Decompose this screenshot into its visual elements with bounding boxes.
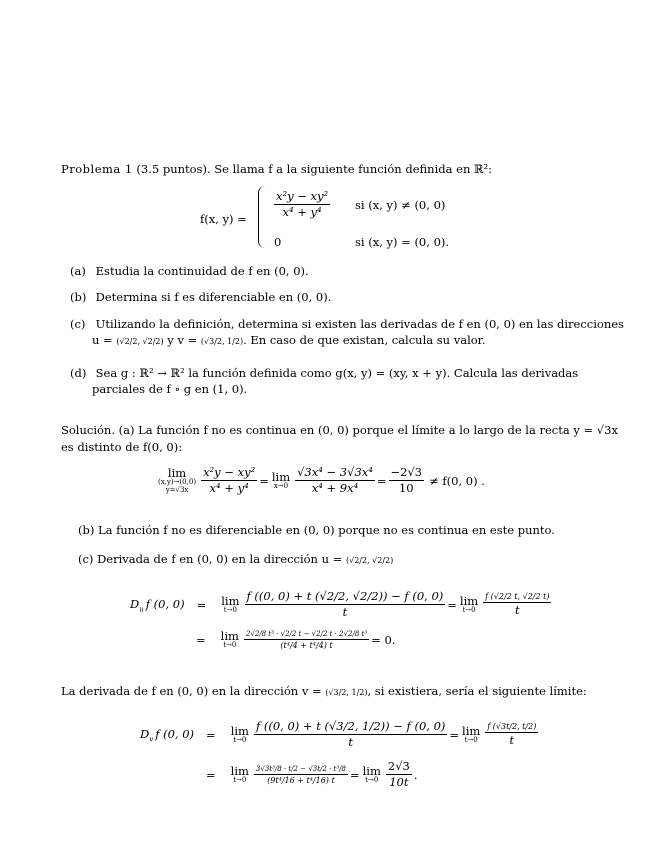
item-c-v-label: y v = bbox=[167, 333, 198, 347]
item-c-label: (c) bbox=[70, 317, 86, 331]
v-intro-b: , si existiera, sería el siguiente límite: bbox=[367, 684, 587, 698]
lim-a: lim bbox=[167, 466, 187, 481]
dv-d: D bbox=[140, 726, 150, 741]
case1-condition: si (x, y) ≠ (0, 0) bbox=[355, 198, 446, 212]
solution-a-line1 bbox=[61, 423, 618, 437]
dv-lim1: lim bbox=[230, 724, 249, 739]
item-c-u-label: u = bbox=[92, 333, 113, 347]
dv-eq1b-den: t bbox=[509, 733, 515, 748]
item-c-end: . En caso de que existan, calcula su valor. bbox=[243, 333, 486, 347]
item-d-line2: parciales de f ∘ g en (1, 0). bbox=[92, 382, 248, 396]
du-eq1b-num: f (√2/2 t, √2/2 t) bbox=[483, 592, 551, 603]
dv-lim1b: lim bbox=[462, 724, 481, 739]
dv-eq2: = bbox=[206, 767, 216, 782]
solution-c-intro bbox=[78, 552, 393, 566]
du-lim1: lim bbox=[221, 594, 240, 609]
solution-v-intro bbox=[61, 684, 587, 698]
du-lim2-sub: t→0 bbox=[223, 641, 237, 650]
problem-title: Problema 1 bbox=[61, 162, 133, 176]
v-intro-a: La derivada de f en (0, 0) en la dirección v = bbox=[61, 684, 322, 698]
du-lhs bbox=[130, 597, 185, 613]
lim-a2: lim bbox=[271, 470, 291, 485]
item-c-v-vector: (√3/2, 1/2) bbox=[200, 337, 244, 346]
dv-lim2-sub: t→0 bbox=[233, 776, 247, 785]
eq-a1: = bbox=[259, 473, 269, 488]
item-a-text: Estudia la continuidad de f en (0, 0). bbox=[95, 264, 309, 278]
du-lim2: lim bbox=[220, 629, 239, 644]
du-f00: f (0, 0) bbox=[145, 596, 185, 611]
dv-eq1-num: f ((0, 0) + t (√3/2, 1/2)) − f (0, 0) bbox=[254, 720, 447, 735]
item-b bbox=[70, 290, 331, 304]
dv-eq1: = bbox=[206, 727, 216, 742]
a-expr3-den: 10 bbox=[398, 481, 414, 496]
a-expr1-num: x²y − xy² bbox=[201, 466, 257, 481]
a-expr2-den: x⁴ + 9x⁴ bbox=[311, 481, 359, 496]
a-expr3-num: −2√3 bbox=[389, 466, 425, 481]
du-eq1-den: t bbox=[342, 605, 348, 620]
dv-lim2b: lim bbox=[362, 764, 381, 779]
solution-a-equation bbox=[155, 466, 485, 495]
du-sub: u bbox=[139, 604, 144, 613]
du-eq2-tail: = 0. bbox=[371, 633, 396, 648]
dv-eq1-eq: = bbox=[449, 727, 460, 742]
a-expr2-num: √3x⁴ − 3√3x⁴ bbox=[295, 466, 375, 481]
item-d bbox=[70, 366, 578, 380]
cases-brace bbox=[258, 186, 265, 248]
du-eq1-eq: = bbox=[447, 597, 457, 612]
dv-sub: v bbox=[149, 734, 154, 743]
definition-lhs: f(x, y) = bbox=[200, 212, 247, 226]
eq-a2: = bbox=[376, 473, 387, 488]
case2-value: 0 bbox=[274, 235, 282, 249]
lim-a-sub1: (x,y)→(0,0) bbox=[158, 478, 197, 487]
item-c-u-vector: (√2/2, √2/2) bbox=[116, 337, 164, 346]
dv-eq1-den: t bbox=[348, 735, 353, 750]
lim-a2-sub: x→0 bbox=[273, 482, 289, 491]
v-intro-vector: (√3/2, 1/2) bbox=[325, 688, 368, 697]
solution-c-text: (c) Derivada de f en (0, 0) en la dirección u = bbox=[78, 552, 343, 566]
du-equation-1 bbox=[130, 590, 553, 619]
du-eq1-num: f ((0, 0) + t (√2/2, √2/2)) − f (0, 0) bbox=[245, 590, 446, 605]
solution-a-line2: es distinto de f(0, 0): bbox=[61, 440, 183, 454]
a-expr1-den: x⁴ + y⁴ bbox=[209, 481, 249, 496]
du-eq1: = bbox=[196, 597, 207, 612]
du-eq2-num: 2√2/8 t³ · √2/2 t − √2/2 t · 2√2/8 t³ bbox=[244, 630, 369, 640]
dv-lhs bbox=[140, 727, 194, 743]
problem-intro: Se llama f a la siguiente función definida en ℝ²: bbox=[214, 162, 493, 176]
dv-eq2-mid-num: 2√3 bbox=[386, 760, 412, 775]
dv-eq2-mid-den: 10t bbox=[389, 775, 409, 790]
item-b-label: (b) bbox=[70, 290, 87, 304]
item-d-label: (d) bbox=[70, 366, 87, 380]
du-equation-2 bbox=[196, 630, 395, 650]
dv-equation-1 bbox=[140, 720, 540, 749]
du-lim1b-sub: t→0 bbox=[462, 606, 476, 615]
du-eq2-den: (t⁴/4 + t⁴/4) t bbox=[280, 641, 333, 651]
case1-den: x⁴ + y⁴ bbox=[282, 205, 322, 220]
problem-points: (3.5 puntos). bbox=[136, 162, 211, 176]
solution-a-text: (a) La función f no es continua en (0, 0) porque el límite a lo largo de la recta y = √3x bbox=[118, 423, 618, 437]
dv-lim1-sub: t→0 bbox=[233, 736, 247, 745]
du-lim1-sub: t→0 bbox=[223, 606, 237, 615]
case1-value bbox=[272, 190, 332, 219]
solution-heading: Solución. bbox=[61, 423, 115, 437]
dv-eq1b-num: f (√3t/2, t/2) bbox=[485, 722, 538, 733]
dv-equation-2 bbox=[206, 760, 418, 789]
dv-eq2-den: (9t⁴/16 + t⁴/16) t bbox=[267, 775, 335, 785]
dv-lim1b-sub: t→0 bbox=[464, 736, 478, 745]
dv-eq2-tail: . bbox=[413, 767, 418, 782]
item-c bbox=[70, 317, 624, 331]
du-eq2: = bbox=[196, 633, 206, 648]
case2-condition: si (x, y) = (0, 0). bbox=[355, 235, 450, 249]
item-b-text: Determina si f es diferenciable en (0, 0). bbox=[95, 290, 332, 304]
du-eq1b-den: t bbox=[515, 603, 520, 618]
item-a-label: (a) bbox=[70, 264, 86, 278]
du-d: D bbox=[130, 596, 140, 611]
dv-f00: f (0, 0) bbox=[155, 726, 195, 741]
a-tail: ≠ f(0, 0) . bbox=[429, 473, 485, 488]
dv-eq2-num: 3√3t³/8 · t/2 − √3t/2 · t³/8 bbox=[254, 765, 348, 775]
dv-lim2: lim bbox=[230, 764, 249, 779]
case1-num: x²y − xy² bbox=[274, 190, 330, 205]
dv-eq2-eq: = bbox=[349, 767, 360, 782]
item-c-text: Utilizando la definición, determina si existen las derivadas de f en (0, 0) en las direcciones bbox=[95, 317, 624, 331]
problem-heading bbox=[61, 162, 492, 176]
dv-lim2b-sub: t→0 bbox=[365, 776, 379, 785]
item-d-text: Sea g : ℝ² → ℝ² la función definida como g(x, y) = (xy, x + y). Calcula las derivadas bbox=[95, 366, 579, 380]
solution-b: (b) La función f no es diferenciable en (0, 0) porque no es continua en este punto. bbox=[78, 523, 555, 537]
item-a bbox=[70, 264, 309, 278]
solution-c-u-vector: (√2/2, √2/2) bbox=[345, 556, 394, 565]
item-c-line2 bbox=[92, 333, 486, 347]
lim-a-sub2: y=√3x bbox=[165, 485, 189, 494]
du-lim1b: lim bbox=[459, 594, 479, 609]
